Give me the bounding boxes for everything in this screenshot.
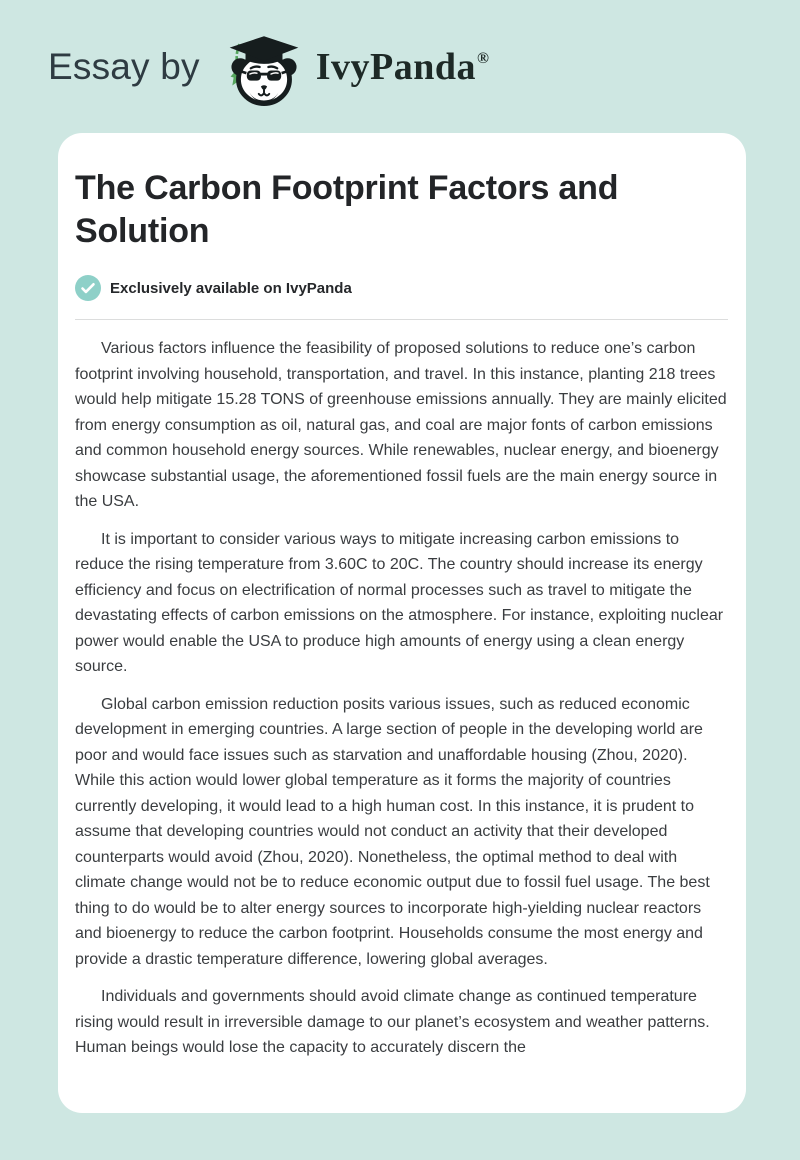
essay-title: The Carbon Footprint Factors and Solution [75,169,619,250]
essay-body [75,336,728,1061]
essay-paragraph: Global carbon emission reduction posits various issues, such as reduced economic development in emerging countries. A large section of people in the developing world are poor and would face issues such as starvation and unaffordable housing (Zhou, 2020). While this action would lower global temperature as it forms the majority of countries currently developing, it would lead to a high human cost. In this instance, it is prudent to assume that developing countries would not conduct an activity that their developed counterparts would avoid (Zhou, 2020). Nonetheless, the optimal method to deal with climate change would not be to reduce economic output due to fossil fuel usage. The best thing to do would be to alter energy sources to incorporate high-yielding nuclear reactors and bioenergy to reduce the carbon footprint. Households consume the most energy and provide a drastic temperature difference, lowering global averages. [75,695,710,968]
registered-trademark: ® [477,49,489,67]
ivypanda-panda-logo-icon [220,24,308,110]
header [0,0,800,133]
essay-card [58,133,746,1113]
essay-by-label: Essay by [48,45,200,87]
essay-paragraph: Individuals and governments should avoid climate change as continued temperature rising would result in irreversible damage to our planet’s ecosystem and weather patterns. Human beings would lose the capacity to accurately discern the [75,988,710,1056]
check-icon [75,275,101,301]
essay-paragraph: Various factors influence the feasibility of proposed solutions to reduce one’s carbon footprint involving household, transportation, and travel. In this instance, planting 218 trees would help mitigate 15.28 TONS of greenhouse emissions annually. They are mainly elicited from energy consumption as oil, natural gas, and coal are major fonts of carbon emissions and common household energy sources. While renewables, nuclear energy, and bioenergy showcase substantial usage, the aforementioned fossil fuels are the main energy source in the USA. [75,340,727,510]
essay-paragraph: It is important to consider various ways to mitigate increasing carbon emissions to reduce the rising temperature from 3.60C to 20C. The country should increase its energy efficiency and focus on electrification of normal processes such as travel to mitigate the devastating effects of carbon emissions on the atmosphere. For instance, exploiting nuclear power would enable the USA to produce high amounts of energy using a clean energy source. [75,530,724,675]
availability-badge [75,275,728,301]
brand-name: IvyPanda [315,45,476,88]
divider [75,319,728,320]
availability-label: Exclusively available on IvyPanda [110,279,352,297]
brand-wordmark [316,45,489,89]
